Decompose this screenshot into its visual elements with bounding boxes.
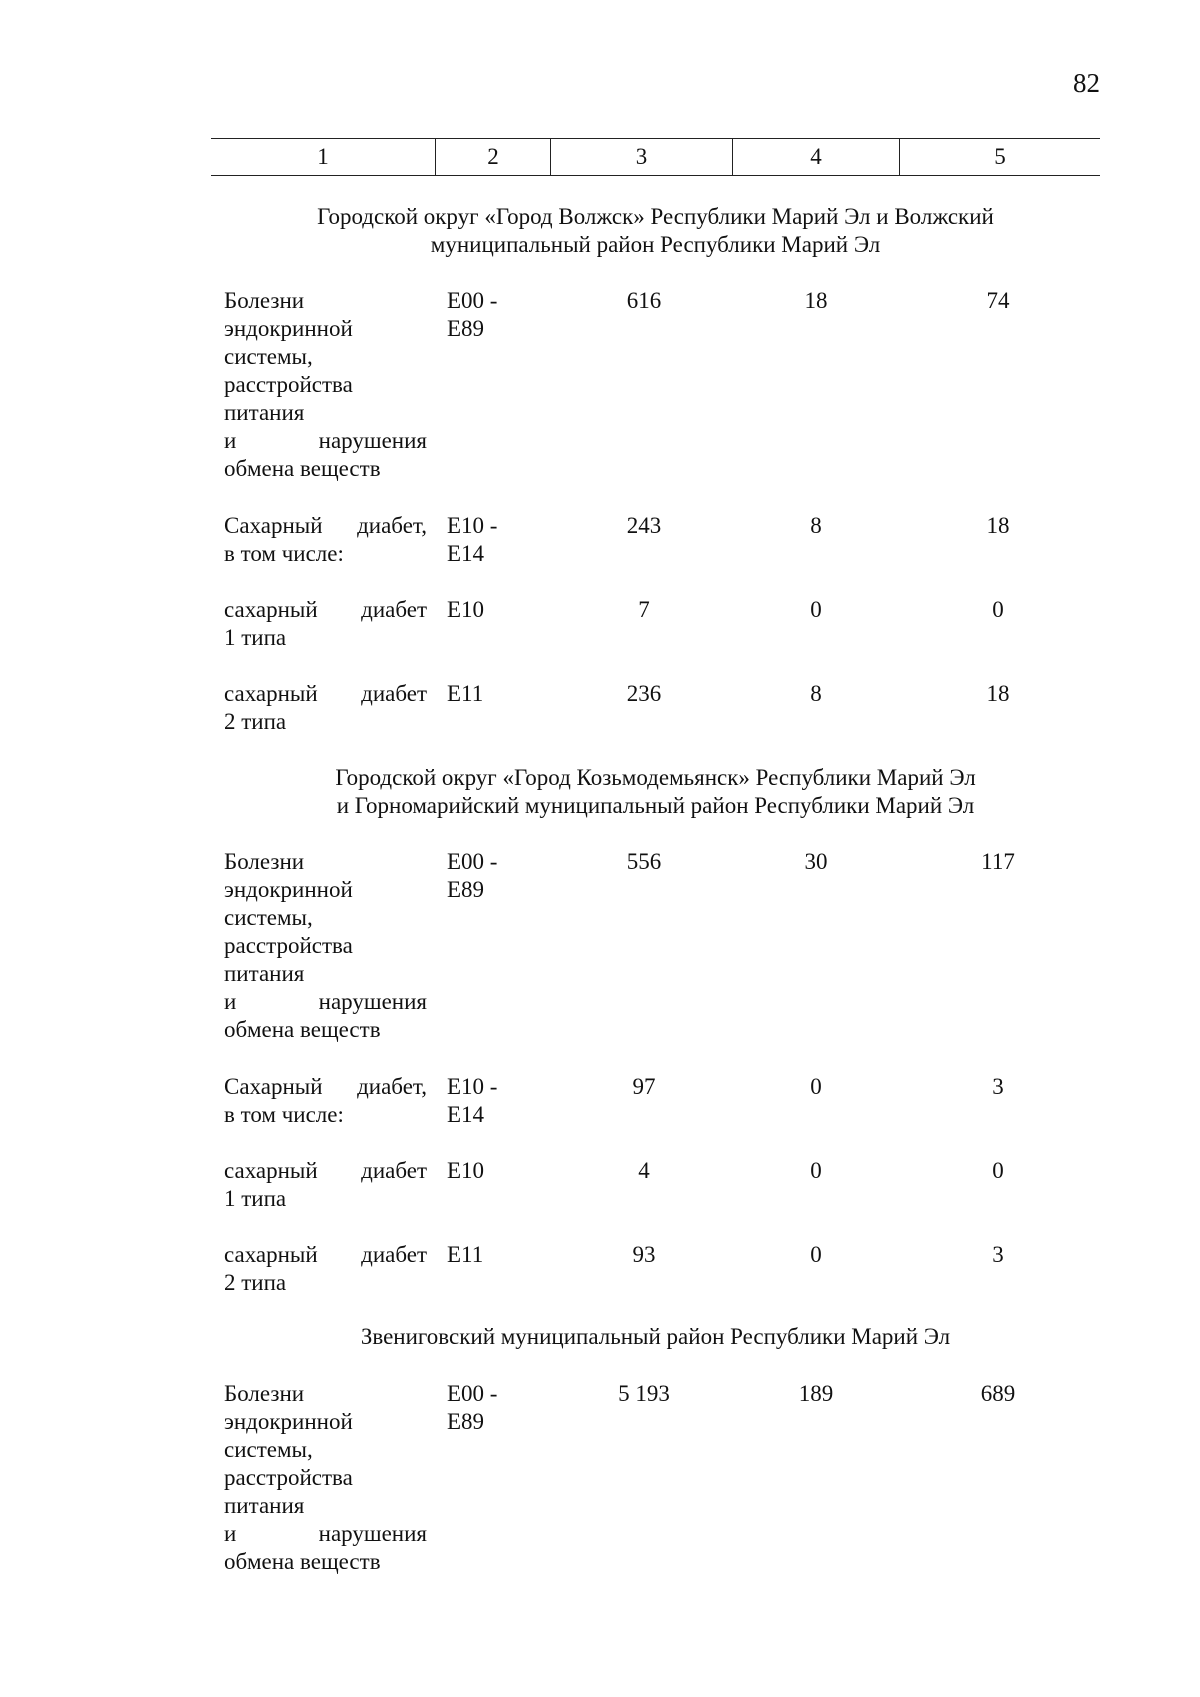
value-col4: 0 <box>810 1074 822 1099</box>
name-line: обмена веществ <box>224 456 381 481</box>
value-col5: 18 <box>986 681 1010 706</box>
name-line: обмена веществ <box>224 1017 381 1042</box>
icd-code <box>447 1073 527 1129</box>
value-col5: 18 <box>986 513 1010 538</box>
value-col3: 556 <box>626 849 662 874</box>
name-line: эндокринной <box>224 877 353 902</box>
value-col5: 0 <box>992 1158 1004 1183</box>
value-col3: 5 193 <box>618 1381 670 1406</box>
value-col4: 0 <box>810 597 822 622</box>
name-line: 2 типа <box>224 1270 287 1295</box>
code-line: Е10 <box>447 1158 485 1183</box>
value-col4: 189 <box>798 1381 834 1406</box>
name-line: Сахарный диабет, <box>224 1074 427 1099</box>
value-col3: 7 <box>638 597 650 622</box>
section-title-line: Городской округ «Город Волжск» Республики Марий Эл и Волжский <box>317 204 994 229</box>
value-col5: 3 <box>992 1242 1004 1267</box>
name-line: расстройства <box>224 1465 353 1490</box>
name-line: 1 типа <box>224 625 287 650</box>
name-line: в том числе: <box>224 1102 344 1127</box>
value-col4: 18 <box>804 288 828 313</box>
disease-name <box>224 596 427 652</box>
code-line: Е89 <box>447 1409 485 1434</box>
value-col4: 0 <box>810 1242 822 1267</box>
name-line: Болезни <box>224 288 305 313</box>
code-line: Е00 - <box>447 1381 498 1406</box>
name-line: и нарушения <box>224 1521 427 1546</box>
code-line: Е89 <box>447 877 485 902</box>
code-line: Е00 - <box>447 288 498 313</box>
code-line: Е11 <box>447 681 484 706</box>
page-number: 82 <box>1073 68 1100 98</box>
section-title-line: Звениговский муниципальный район Республики Марий Эл <box>360 1324 951 1349</box>
name-line: сахарный диабет <box>224 681 427 706</box>
name-line: системы, <box>224 344 313 369</box>
name-line: обмена веществ <box>224 1549 381 1574</box>
name-line: сахарный диабет <box>224 597 427 622</box>
value-col4: 8 <box>810 513 822 538</box>
icd-code <box>447 680 527 708</box>
code-line: Е10 - <box>447 1074 498 1099</box>
value-col4: 8 <box>810 681 822 706</box>
name-line: эндокринной <box>224 316 353 341</box>
value-col3: 616 <box>626 288 662 313</box>
section-title <box>211 1323 1100 1351</box>
disease-name <box>224 512 427 568</box>
section-title <box>211 203 1100 259</box>
name-line: эндокринной <box>224 1409 353 1434</box>
name-line: сахарный диабет <box>224 1242 427 1267</box>
code-line: Е11 <box>447 1242 484 1267</box>
name-line: системы, <box>224 905 313 930</box>
disease-name <box>224 287 427 483</box>
code-line: Е10 <box>447 597 485 622</box>
name-line: Болезни <box>224 849 305 874</box>
name-line: Болезни <box>224 1381 305 1406</box>
name-line: расстройства <box>224 372 353 397</box>
name-line: 1 типа <box>224 1186 287 1211</box>
value-col5: 0 <box>992 597 1004 622</box>
name-line: питания <box>224 1493 305 1518</box>
icd-code <box>447 1380 527 1436</box>
value-col3: 236 <box>626 681 662 706</box>
name-line: системы, <box>224 1437 313 1462</box>
code-line: Е14 <box>447 1102 485 1127</box>
table-header <box>211 138 1100 176</box>
disease-name <box>224 848 427 1044</box>
icd-code <box>447 1241 527 1269</box>
value-col5: 689 <box>980 1381 1016 1406</box>
icd-code <box>447 287 527 343</box>
value-col4: 0 <box>810 1158 822 1183</box>
section-title-line: муниципальный район Республики Марий Эл <box>430 232 881 257</box>
disease-name <box>224 1073 427 1129</box>
code-line: Е89 <box>447 316 485 341</box>
name-line: питания <box>224 400 305 425</box>
code-line: Е00 - <box>447 849 498 874</box>
icd-code <box>447 596 527 624</box>
column-header-3: 3 <box>551 139 733 175</box>
name-line: расстройства <box>224 933 353 958</box>
value-col3: 243 <box>626 513 662 538</box>
code-line: Е10 - <box>447 513 498 538</box>
value-col4: 30 <box>804 849 828 874</box>
name-line: Сахарный диабет, <box>224 513 427 538</box>
icd-code <box>447 512 527 568</box>
name-line: и нарушения <box>224 428 427 453</box>
value-col5: 117 <box>981 849 1015 874</box>
column-header-4: 4 <box>733 139 900 175</box>
code-line: Е14 <box>447 541 485 566</box>
disease-name <box>224 1241 427 1297</box>
name-line: в том числе: <box>224 541 344 566</box>
name-line: 2 типа <box>224 709 287 734</box>
disease-name <box>224 1157 427 1213</box>
column-header-1: 1 <box>211 139 436 175</box>
name-line: сахарный диабет <box>224 1158 427 1183</box>
value-col5: 74 <box>986 288 1010 313</box>
icd-code <box>447 1157 527 1185</box>
value-col5: 3 <box>992 1074 1004 1099</box>
value-col3: 97 <box>632 1074 656 1099</box>
icd-code <box>447 848 527 904</box>
name-line: и нарушения <box>224 989 427 1014</box>
section-title <box>211 764 1100 820</box>
disease-name <box>224 680 427 736</box>
section-title-line: и Горномарийский муниципальный район Республики Марий Эл <box>336 793 975 818</box>
value-col3: 4 <box>638 1158 650 1183</box>
section-title-line: Городской округ «Город Козьмодемьянск» Республики Марий Эл <box>335 765 976 790</box>
value-col3: 93 <box>632 1242 656 1267</box>
column-header-5: 5 <box>994 144 1006 169</box>
name-line: питания <box>224 961 305 986</box>
column-header-2: 2 <box>436 139 551 175</box>
disease-name <box>224 1380 427 1576</box>
